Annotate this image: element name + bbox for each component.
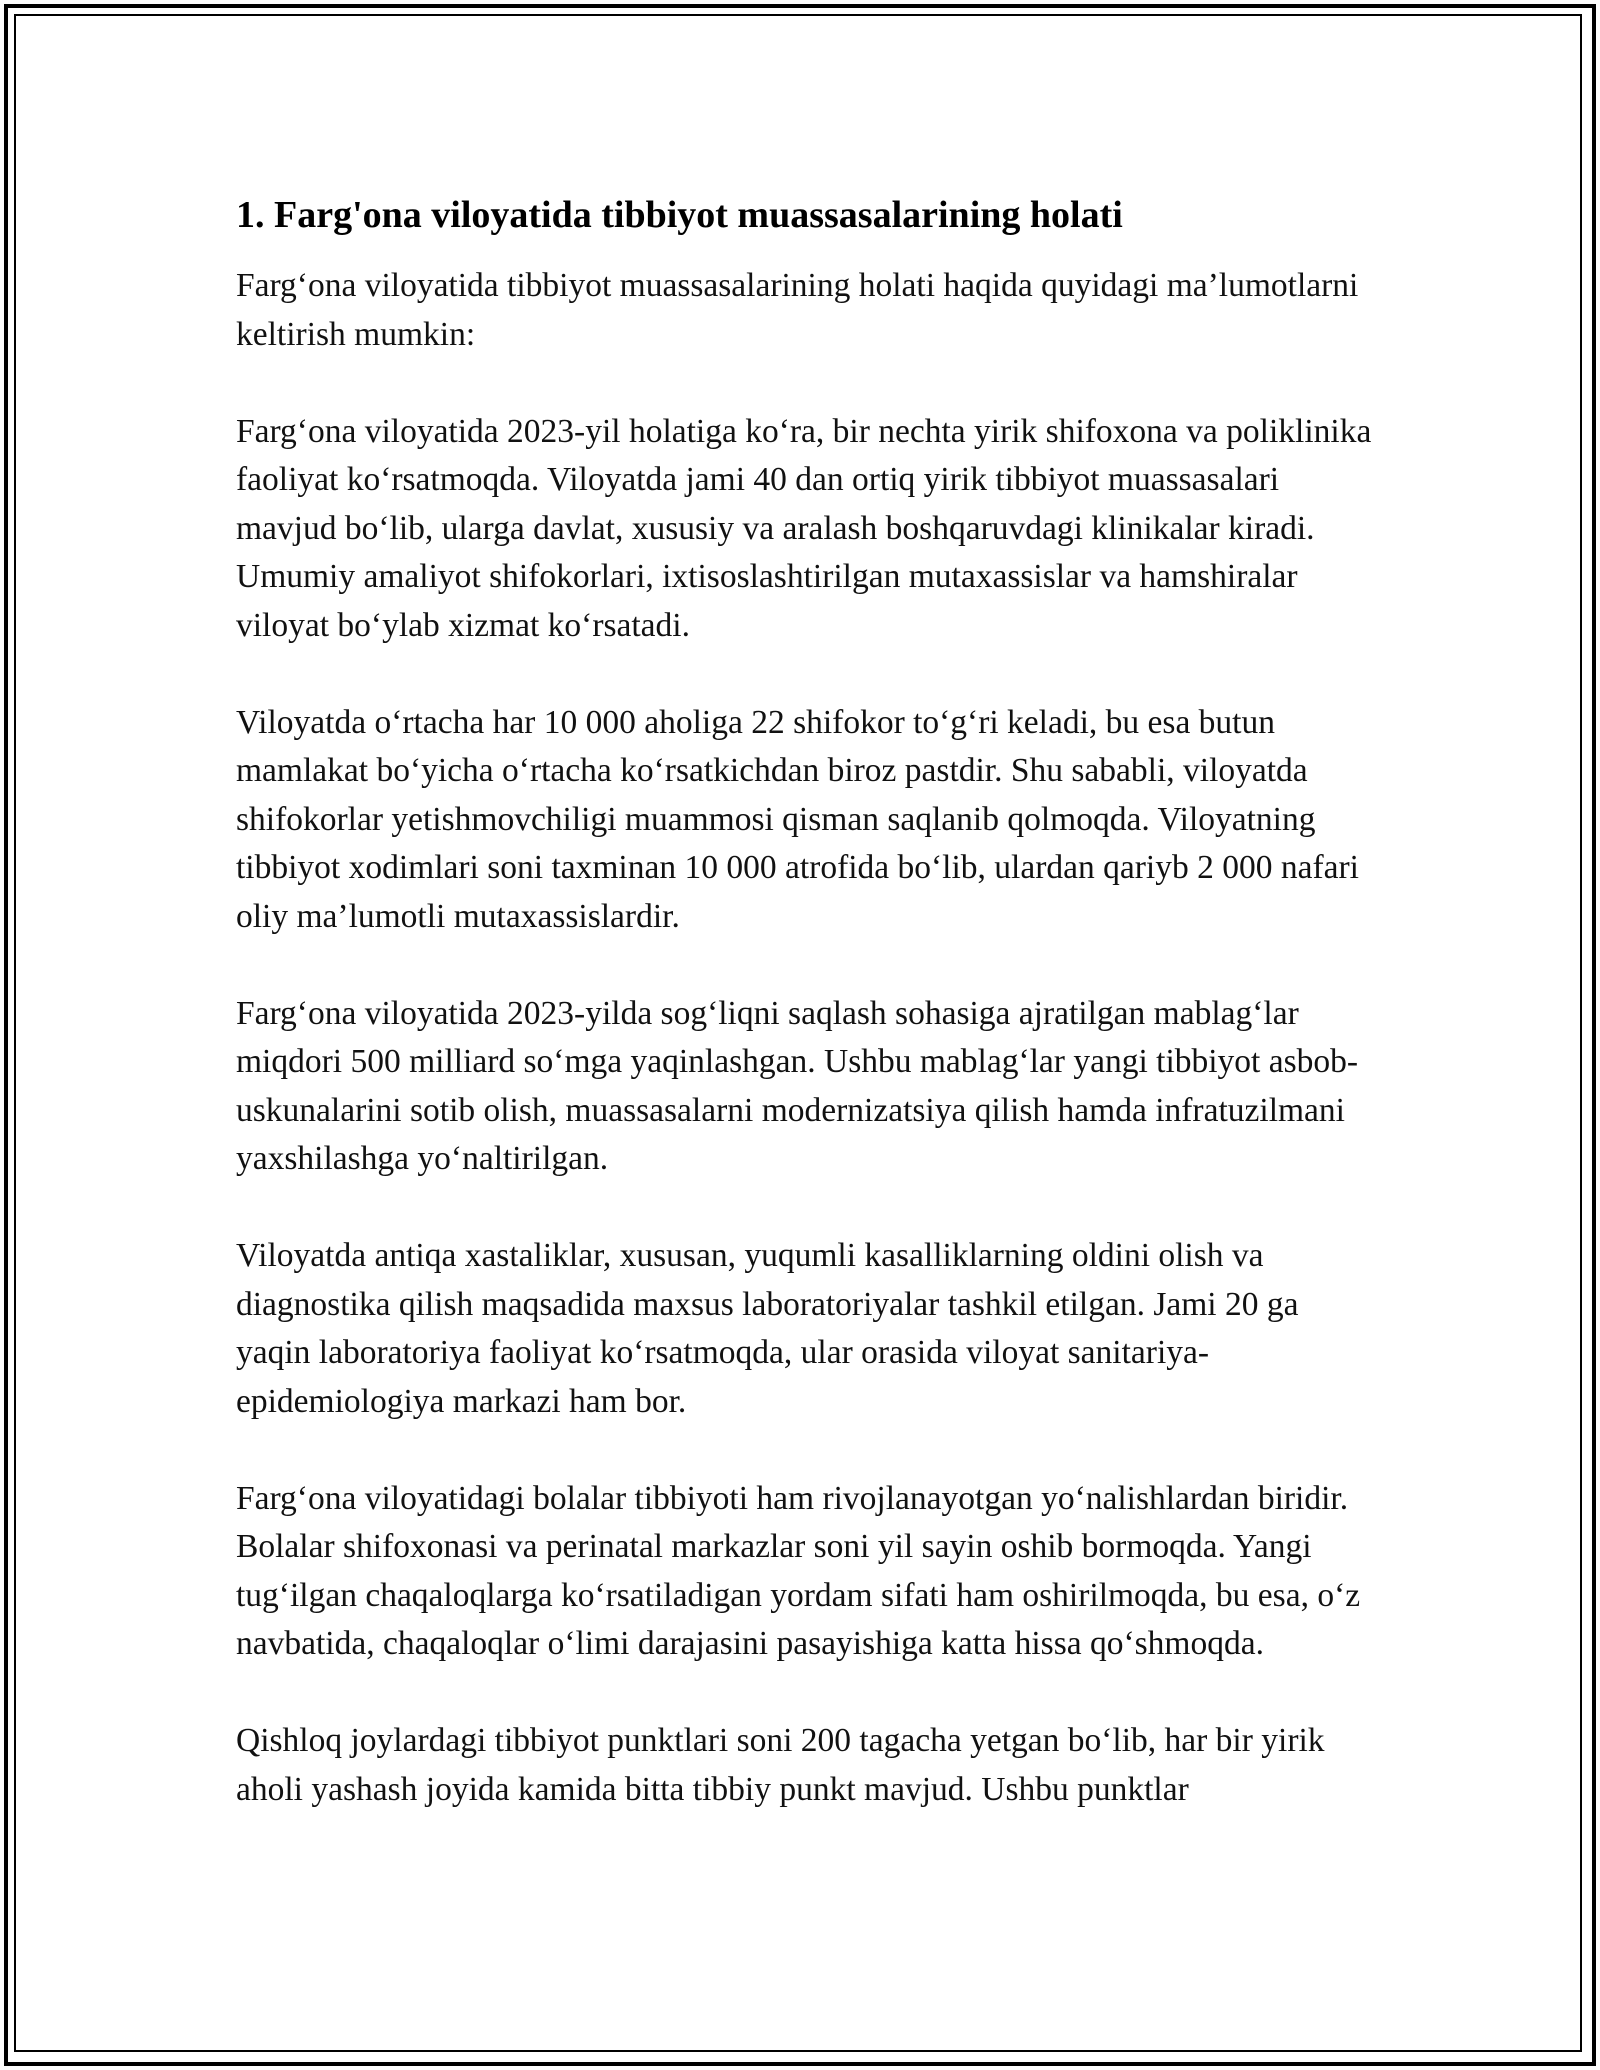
paragraph-facilities: Farg‘ona viloyatida 2023-yil holatiga ko‘ra, bir nechta yirik shifoxona va poliklinika faoliyat ko‘rsatmoqda. Viloyatda jami 40 dan ortiq yirik tibbiyot muassasalari mavjud bo‘lib, ularga davlat, xususiy va aralash boshqaruvdagi klinikalar kiradi. Umumiy amaliyot shifokorlari, ixtisoslashtirilgan mutaxassislar va hamshiralar viloyat bo‘ylab xizmat ko‘rsatadi. bbox=[236, 412, 1372, 644]
section-heading: 1. Farg'ona viloyatida tibbiyot muassasalarining holati bbox=[236, 194, 1123, 236]
paragraph-funding: Farg‘ona viloyatida 2023-yilda sog‘liqni saqlash sohasiga ajratilgan mablag‘lar miqdori 500 milliard so‘mga yaqinlashgan. Ushbu mablag‘lar yangi tibbiyot asbob-uskunalarini sotib olish, muassasalarni modernizatsiya qilish hamda infratuzilmani yaxshilashga yo‘naltirilgan. bbox=[236, 994, 1359, 1177]
paragraph-pediatrics: Farg‘ona viloyatidagi bolalar tibbiyoti ham rivojlanayotgan yo‘nalishlardan biridir. Bolalar shifoxonasi va perinatal markazlar soni yil sayin oshib bormoqda. Yangi tug‘ilgan chaqaloqlarga ko‘rsatiladigan yordam sifati ham oshirilmoqda, bu esa, o‘z navbatida, chaqaloqlar o‘limi darajasini pasayishiga katta hissa qo‘shmoqda. bbox=[236, 1479, 1361, 1662]
paragraph-laboratories: Viloyatda antiqa xastaliklar, xususan, yuqumli kasalliklarning oldini olish va diagnostika qilish maqsadida maxsus laboratoriyalar tashkil etilgan. Jami 20 ga yaqin laboratoriya faoliyat ko‘rsatmoqda, ular orasida viloyat sanitariya-epidemiologiya markazi ham bor. bbox=[236, 1237, 1299, 1420]
paragraph-doctors: Viloyatda o‘rtacha har 10 000 aholiga 22 shifokor to‘g‘ri keladi, bu esa butun mamlakat bo‘yicha o‘rtacha ko‘rsatkichdan biroz pastdir. Shu sababli, viloyatda shifokorlar yetishmovchiligi muammosi qisman saqlanib qolmoqda. Viloyatning tibbiyot xodimlari soni taxminan 10 000 atrofida bo‘lib, ulardan qariyb 2 000 nafari oliy ma’lumotli mutaxassislardir. bbox=[236, 703, 1359, 935]
document-body bbox=[236, 186, 1376, 1863]
paragraph-intro: Farg‘ona viloyatida tibbiyot muassasalarining holati haqida quyidagi ma’lumotlarni keltirish mumkin: bbox=[236, 267, 1359, 353]
paragraph-rural-points: Qishloq joylardagi tibbiyot punktlari soni 200 tagacha yetgan bo‘lib, har bir yirik aholi yashash joyida kamida bitta tibbiy punkt mavjud. Ushbu punktlar bbox=[236, 1722, 1325, 1808]
